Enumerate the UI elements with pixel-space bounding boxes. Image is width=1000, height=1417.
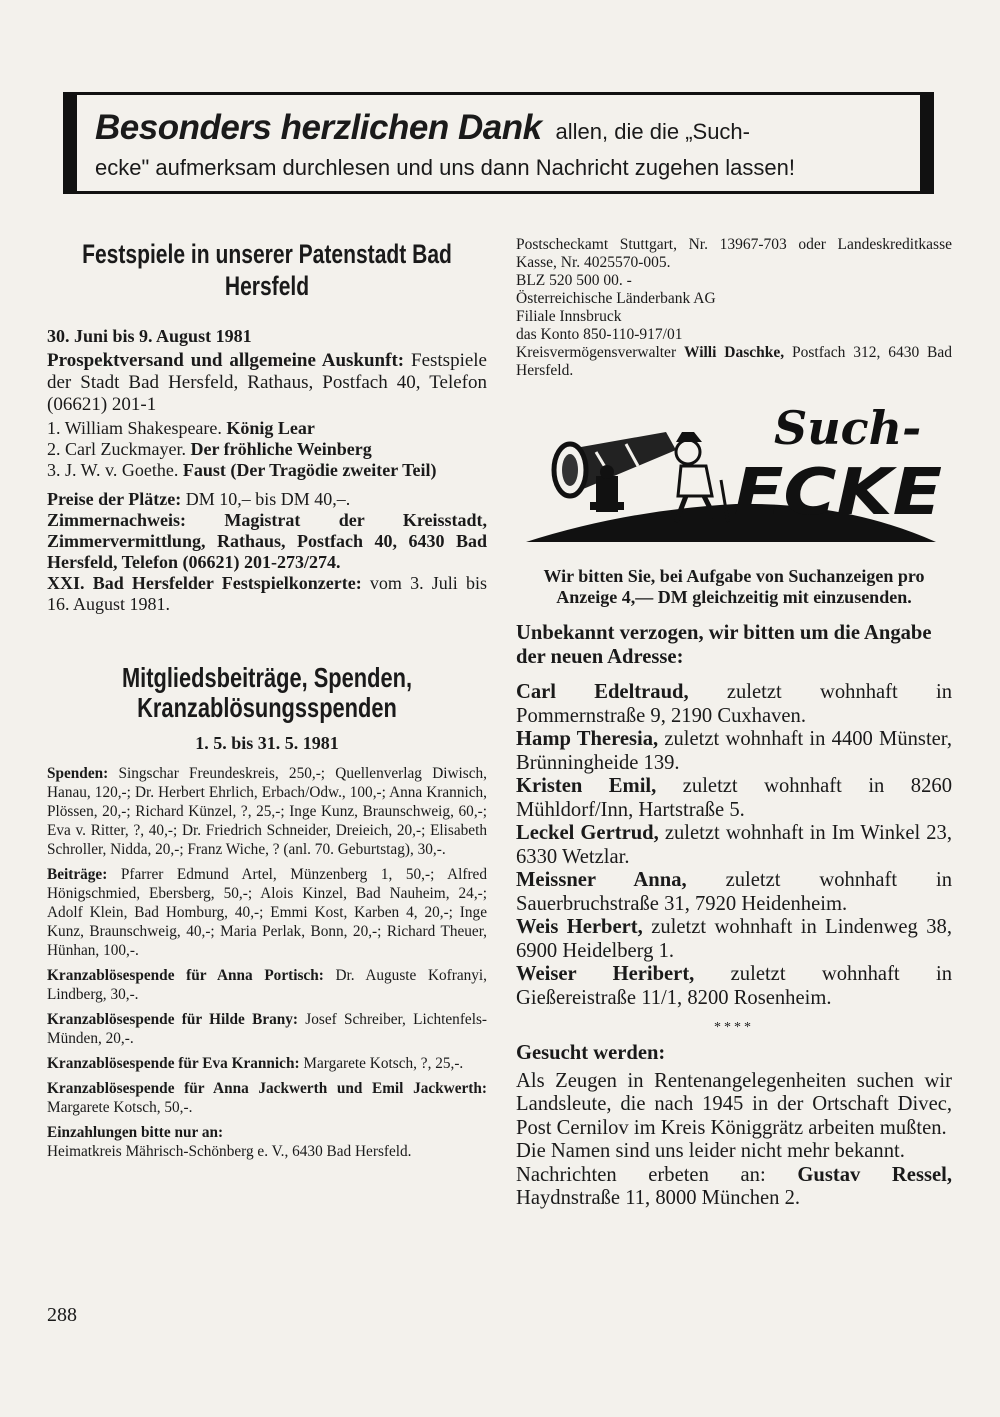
bitte-text: Wir bitten Sie, bei Aufgabe von Suchanzeigen pro Anzeige 4,— DM gleichzeitig mit einzusenden. <box>543 566 925 607</box>
persons-list <box>516 681 952 1010</box>
kranz-jackwerth: Kranzablösespende für Anna Jackwerth und Emil Jackwerth: Margarete Kotsch, 50,-. <box>47 1080 487 1116</box>
kranz-portisch: Kranzablösespende für Anna Portisch: Dr. Auguste Kofranyi, Lindberg, 30,-. <box>47 967 487 1003</box>
list-item: Hamp Theresia, zuletzt wohnhaft in 4400 Münster, Brünningheide 139. <box>516 728 952 774</box>
mitglieds-dates: 1. 5. bis 31. 5. 1981 <box>195 733 339 753</box>
thanks-banner <box>63 92 934 194</box>
gesucht-heading: Gesucht werden: <box>516 1042 666 1064</box>
nachricht-text: Nachrichten erbeten an: Gustav Ressel, Haydnstraße 11, 8000 München 2. <box>516 1163 952 1209</box>
einzahlung: Einzahlungen bitte nur an: Heimatkreis Mährisch-Schönberg e. V., 6430 Bad Hersfeld. <box>47 1124 412 1160</box>
left-column <box>47 238 487 1161</box>
festspielkonzerte: XXI. Bad Hersfelder Festspielkonzerte: vom 3. Juli bis 16. August 1981. <box>47 573 488 614</box>
list-item: Weis Herbert, zuletzt wohnhaft in Lindenweg 38, 6900 Heidelberg 1. <box>516 916 952 962</box>
banner-headline: Besonders herzlichen Dank <box>95 108 542 147</box>
kranz-krannich: Kranzablösespende für Eva Krannich: Margarete Kotsch, ?, 25,-. <box>47 1055 464 1072</box>
mitglieds-title: Mitgliedsbeiträge, Spenden, Kranzablösungsspenden <box>121 662 413 723</box>
zimmernachweis: Zimmernachweis: Magistrat der Kreisstadt, Zimmervermittlung, Rathaus, Postfach 40, 6430 Bad Hersfeld, Telefon (06621) 201-273/274. <box>47 510 487 572</box>
festspiele-prospekt: Prospektversand und allgemeine Auskunft: Festspiele der Stadt Bad Hersfeld, Rathaus, Postfach 40, Telefon (06621) 201-1 <box>47 350 487 415</box>
list-item: 3. J. W. v. Goethe. Faust (Der Tragödie zweiter Teil) <box>47 460 437 480</box>
banner-line-1 <box>95 109 908 154</box>
right-column <box>516 236 952 1211</box>
list-item: Carl Edeltraud, zuletzt wohnhaft in Pommernstraße 9, 2190 Cuxhaven. <box>516 681 952 727</box>
list-item: Leckel Gertrud, zuletzt wohnhaft in Im Winkel 23, 6330 Wetzlar. <box>516 822 952 868</box>
bank-details: Postscheckamt Stuttgart, Nr. 13967-703 oder Landeskreditkasse Kasse, Nr. 4025570-005. BLZ 520 500 00. - Österreichische Länderbank AG Filiale Innsbruck das Konto 850-110-917/01 Kreisvermögensverwalter Willi Daschke, Postfach 312, 6430 Bad Hersfeld. <box>516 236 953 379</box>
list-item: 2. Carl Zuckmayer. Der fröhliche Weinberg <box>47 439 372 459</box>
banner-line-2: ecke" aufmerksam durchlesen und uns dann Nachricht zugehen lassen! <box>95 155 795 180</box>
plays-list <box>47 418 487 481</box>
gesucht-text: Als Zeugen in Rentenangelegenheiten suchen wir Landsleute, die nach 1945 in der Ortschaft Divec, Post Cernilov im Kreis Königgrätz arbeiten mußten. <box>516 1069 952 1139</box>
festspiele-title: Festspiele in unserer Patenstadt Bad Hersfeld <box>82 239 452 301</box>
beitraege: Beiträge: Pfarrer Edmund Artel, Münzenberg 1, 50,-; Alfred Hönigschmied, Ebersberg, 50,-; Alois Kinzel, Bad Nauheim, 24,-; Adolf Klein, Bad Homburg, 40,-; Emmi Kost, Karben 4, 20,-; Inge Kunz, Braunschweig, 40,-; Maria Perlak, Bonn, 20,-; Richard Theuer, Hünhan, 100,-. <box>47 866 487 959</box>
list-item: Meissner Anna, zuletzt wohnhaft in Sauerbruchstraße 31, 7920 Heidenheim. <box>516 869 953 915</box>
logo-word-ecke: ECKE <box>734 456 942 530</box>
page-number: 288 <box>47 1304 77 1326</box>
preise: Preise der Plätze: DM 10,– bis DM 40,–. <box>47 489 351 509</box>
stars-divider: **** <box>714 1020 754 1035</box>
gesucht-text-2: Die Namen sind uns leider nicht mehr bekannt. <box>516 1140 905 1162</box>
unbekannt-heading: Unbekannt verzogen, wir bitten um die Angabe der neuen Adresse: <box>516 622 932 668</box>
logo-word-such: Such- <box>774 401 922 455</box>
kranz-brany: Kranzablösespende für Hilde Brany: Josef Schreiber, Lichtenfels-Münden, 20,-. <box>47 1011 488 1047</box>
list-item: 1. William Shakespeare. König Lear <box>47 418 315 438</box>
festspiele-dates: 30. Juni bis 9. August 1981 <box>47 326 252 346</box>
list-item: Kristen Emil, zuletzt wohnhaft in 8260 Mühldorf/Inn, Hartstraße 5. <box>516 775 952 821</box>
suchecke-logo <box>516 392 952 552</box>
telescope-man-icon <box>516 392 952 552</box>
list-item: Weiser Heribert, zuletzt wohnhaft in Gießereistraße 11/1, 8200 Rosenheim. <box>516 963 952 1009</box>
spenden: Spenden: Singschar Freundeskreis, 250,-; Quellenverlag Diwisch, Hanau, 120,-; Dr. Herbert Ehrlich, Erbach/Odw., 100,-; Anna Krannich, Plössen, 20,-; Richard Künzel, ?, 25,-; Inge Kunz, Braunschweig, 60,-; Eva v. Ritter, ?, 40,-; Dr. Friedrich Schneider, Dreieich, 20,-; Elisabeth Schroller, Nidda, 20,-; Franz Wiche, ? (anl. 70. Geburtstag), 30,-. <box>47 765 487 858</box>
banner-line1-rest: allen, die die „Such- <box>555 119 750 144</box>
